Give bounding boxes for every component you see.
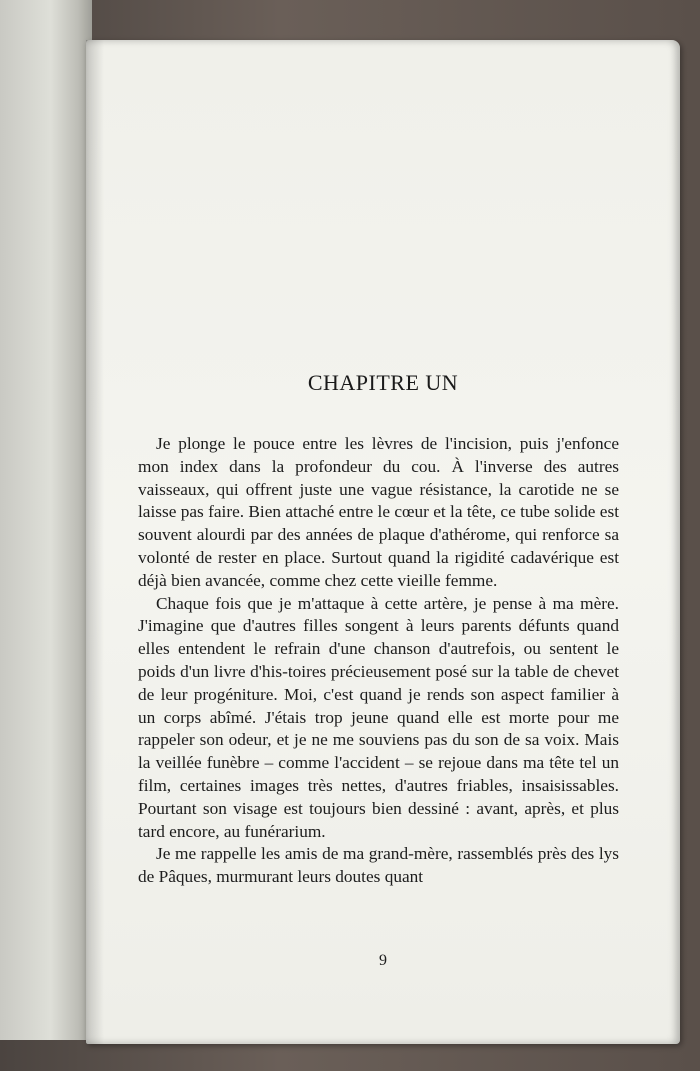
left-page-edge bbox=[0, 0, 92, 1040]
paragraph-2: Chaque fois que je m'attaque à cette artère, je pense à ma mère. J'imagine que d'autres filles songent à leurs parents défunts quand elles entendent le refrain d'une chanson d'autrefois, ou sentent le poids d'un livre d'his-toires précieusement posé sur la table de chevet de leur progéniture. Moi, c'est quand je rends son aspect familier à un corps abîmé. J'étais trop jeune quand elle est morte pour me rappeler son odeur, et je ne me souviens pas du son de sa voix. Mais la veillée funèbre – comme l'accident – se rejoue dans ma tête tel un film, certaines images très nettes, d'autres friables, insaisissables. Pourtant son visage est toujours bien dessiné : avant, après, et plus tard encore, au funérarium. bbox=[138, 593, 619, 841]
chapter-title: CHAPITRE UN bbox=[307, 370, 459, 395]
page-gutter-shadow bbox=[86, 40, 104, 1044]
paragraph-3: Je me rappelle les amis de ma grand-mère, rassemblés près des lys de Pâques, murmurant leurs doutes quant bbox=[138, 844, 619, 887]
body-text bbox=[138, 433, 619, 889]
book-page bbox=[86, 40, 680, 1044]
paragraph-1: Je plonge le pouce entre les lèvres de l'incision, puis j'enfonce mon index dans la profondeur du cou. À l'inverse des autres vaisseaux, qui offrent juste une vague résistance, la carotide ne se laisse pas faire. Bien attaché entre le cœur et la tête, ce tube solide est souvent alourdi par des années de plaque d'athérome, qui renforce sa volonté de rester en place. Surtout quand la rigidité cadavérique est déjà bien avancée, comme chez cette vieille femme. bbox=[138, 434, 619, 590]
page-number: 9 bbox=[379, 952, 387, 969]
